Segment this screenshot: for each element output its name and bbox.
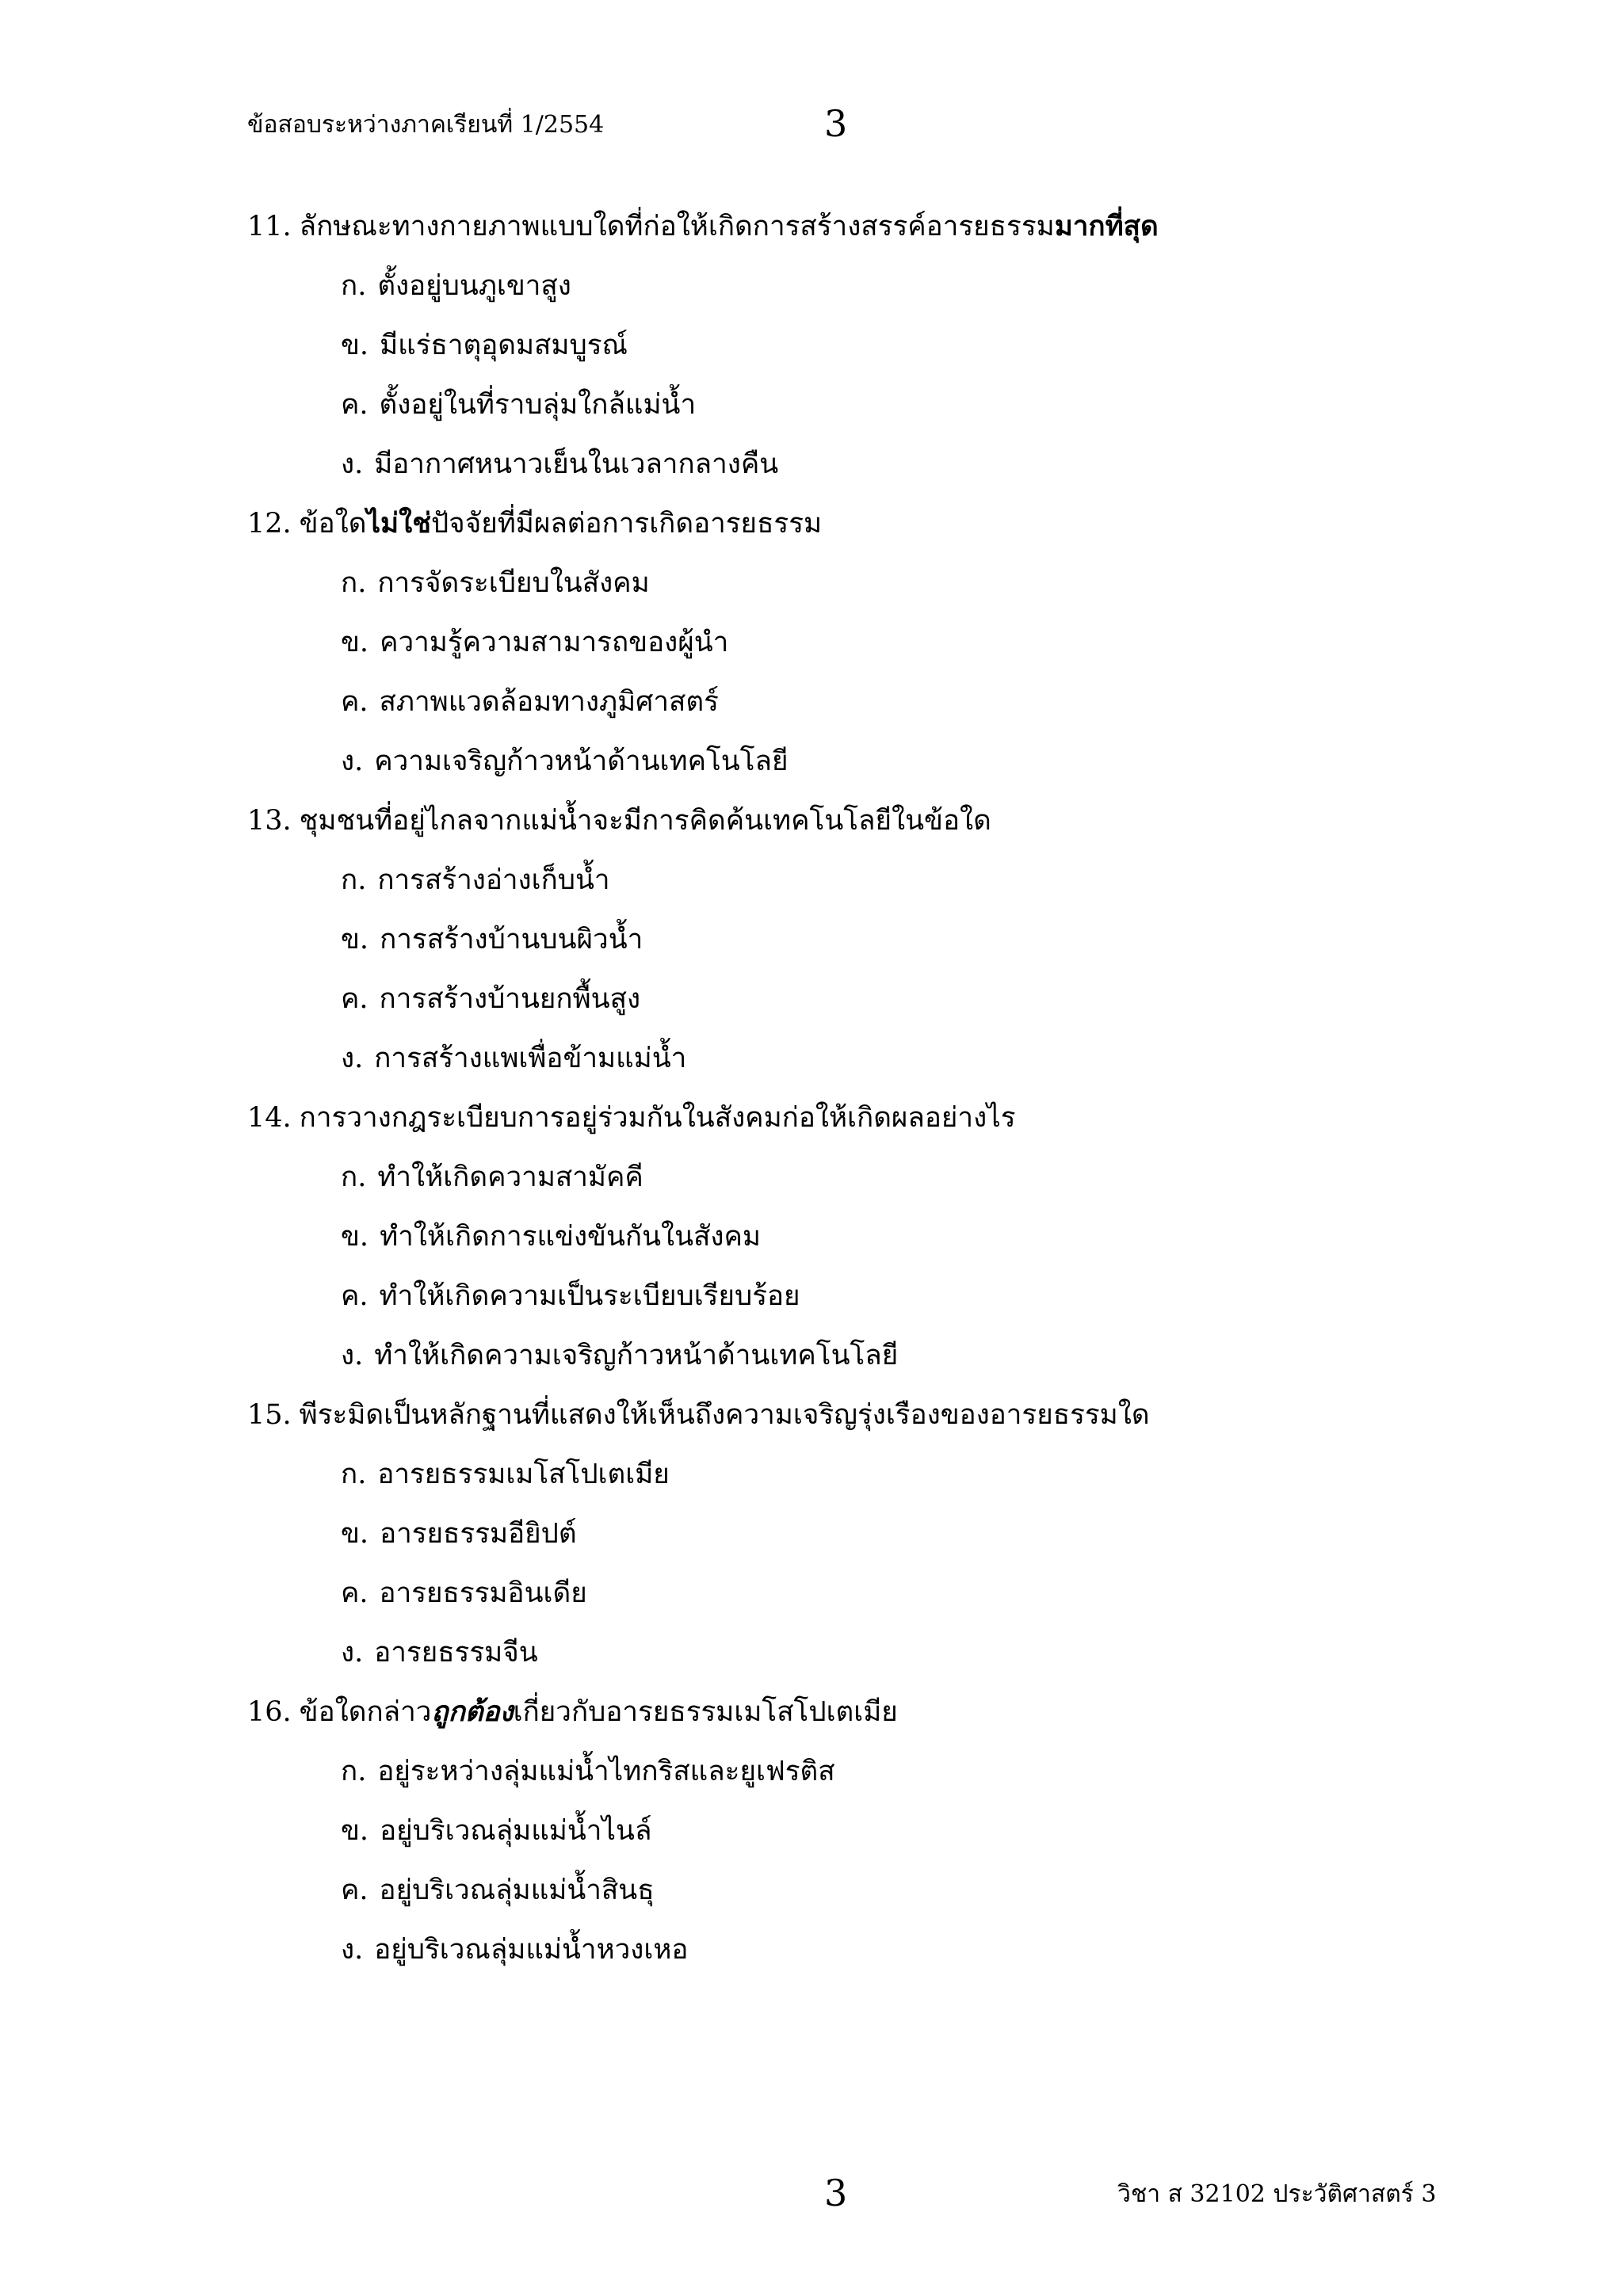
option-text: อารยธรรมจีน	[374, 1637, 538, 1669]
option-letter: ค.	[341, 983, 369, 1015]
option-letter: ข.	[341, 924, 369, 955]
exam-title: ข้อสอบระหว่างภาคเรียนที่ 1/2554	[247, 111, 605, 139]
question-text-after: ปัจจัยที่มีผลต่อการเกิดอารยธรรม	[430, 508, 823, 540]
option-14-a	[247, 1155, 1555, 1215]
question-text-after: เกี่ยวกับอารยธรรมเมโสโปเตเมีย	[513, 1696, 898, 1728]
option-text: อยู่บริเวณลุ่มแม่น้ำไนล์	[380, 1815, 652, 1847]
option-text: ทำให้เกิดความสามัคคี	[377, 1161, 643, 1193]
option-text: อยู่บริเวณลุ่มแม่น้ำสินธุ	[379, 1875, 655, 1906]
footer-page-number: 3	[824, 2172, 848, 2214]
option-letter: ก.	[341, 864, 367, 896]
option-16-b	[247, 1809, 1555, 1868]
question-emphasis: มากที่สุด	[1054, 210, 1159, 242]
option-15-c	[247, 1571, 1555, 1630]
option-16-a	[247, 1749, 1555, 1809]
header-page-number: 3	[824, 102, 848, 145]
option-letter: ข.	[341, 627, 369, 658]
option-text: ตั้งอยู่บนภูเขาสูง	[377, 270, 571, 302]
option-letter: ค.	[341, 389, 369, 421]
option-11-b	[247, 323, 1555, 383]
question-number: 11.	[247, 211, 292, 242]
option-letter: ค.	[341, 1280, 369, 1312]
question-text: พีระมิดเป็นหลักฐานที่แสดงให้เห็นถึงความเจริญรุ่งเรืองของอารยธรรมใด	[299, 1399, 1150, 1431]
option-letter: ค.	[341, 1577, 369, 1609]
option-text: การสร้างบ้านบนผิวน้ำ	[380, 924, 643, 955]
question-number: 14.	[247, 1102, 292, 1134]
question-number: 13.	[247, 805, 292, 837]
option-text: การสร้างแพเพื่อข้ามแม่น้ำ	[374, 1043, 687, 1074]
option-letter: ง.	[341, 448, 364, 480]
option-letter: ก.	[341, 270, 367, 302]
option-13-d	[247, 1036, 1555, 1096]
option-text: ทำให้เกิดความเจริญก้าวหน้าด้านเทคโนโลยี	[374, 1340, 899, 1371]
question-number: 16.	[247, 1696, 292, 1728]
question-text: ลักษณะทางกายภาพแบบใดที่ก่อให้เกิดการสร้างสรรค์อารยธรรม	[299, 211, 1055, 242]
question-14	[247, 1096, 1555, 1155]
question-16	[247, 1690, 1555, 1749]
question-text: ข้อใด	[299, 508, 367, 540]
option-letter: ง.	[341, 1934, 364, 1966]
footer-subject: วิชา ส 32102 ประวัติศาสตร์ 3	[1117, 2180, 1437, 2208]
option-15-d	[247, 1630, 1555, 1690]
option-text: อยู่ระหว่างลุ่มแม่น้ำไทกริสและยูเฟรติส	[377, 1756, 835, 1787]
option-16-d	[247, 1928, 1555, 1987]
option-15-b	[247, 1512, 1555, 1571]
option-letter: ค.	[341, 1875, 369, 1906]
question-number: 12.	[247, 508, 292, 540]
question-11	[247, 204, 1555, 264]
option-11-d	[247, 442, 1555, 502]
option-letter: ค.	[341, 686, 369, 718]
option-text: อยู่บริเวณลุ่มแม่น้ำหวงเหอ	[374, 1934, 689, 1966]
option-letter: ข.	[341, 330, 369, 361]
question-emphasis: ไม่ใช่	[366, 507, 431, 540]
option-12-d	[247, 739, 1555, 799]
option-15-a	[247, 1452, 1555, 1512]
option-text: ตั้งอยู่ในที่ราบลุ่มใกล้แม่น้ำ	[379, 389, 697, 421]
option-letter: ข.	[341, 1518, 369, 1550]
option-16-c	[247, 1868, 1555, 1928]
option-11-a	[247, 264, 1555, 323]
question-list	[247, 204, 1555, 1987]
question-text: ข้อใดกล่าว	[299, 1696, 432, 1728]
question-15	[247, 1393, 1555, 1452]
option-13-a	[247, 858, 1555, 917]
option-letter: ง.	[341, 746, 364, 777]
option-13-c	[247, 977, 1555, 1036]
option-text: การจัดระเบียบในสังคม	[377, 567, 650, 599]
question-13	[247, 799, 1555, 858]
question-text: การวางกฎระเบียบการอยู่ร่วมกันในสังคมก่อให้เกิดผลอย่างไร	[299, 1102, 1016, 1134]
option-text: ความรู้ความสามารถของผู้นำ	[380, 627, 729, 658]
option-12-c	[247, 680, 1555, 739]
option-13-b	[247, 917, 1555, 977]
option-text: สภาพแวดล้อมทางภูมิศาสตร์	[379, 686, 719, 718]
option-11-c	[247, 383, 1555, 442]
option-letter: ก.	[341, 1459, 367, 1490]
option-text: ทำให้เกิดการแข่งขันกันในสังคม	[380, 1221, 761, 1253]
option-text: มีแร่ธาตุอุดมสมบูรณ์	[380, 330, 628, 361]
option-14-d	[247, 1333, 1555, 1393]
option-text: มีอากาศหนาวเย็นในเวลากลางคืน	[374, 448, 779, 480]
option-letter: ก.	[341, 1161, 367, 1193]
option-letter: ง.	[341, 1637, 364, 1669]
option-letter: ง.	[341, 1340, 364, 1371]
option-text: ทำให้เกิดความเป็นระเบียบเรียบร้อย	[379, 1280, 800, 1312]
option-letter: ง.	[341, 1043, 364, 1074]
question-12	[247, 502, 1555, 561]
option-12-a	[247, 561, 1555, 620]
option-14-b	[247, 1215, 1555, 1274]
option-14-c	[247, 1274, 1555, 1333]
option-text: อารยธรรมเมโสโปเตเมีย	[377, 1459, 670, 1490]
option-letter: ก.	[341, 1756, 367, 1787]
option-text: ความเจริญก้าวหน้าด้านเทคโนโลยี	[374, 746, 789, 777]
option-text: อารยธรรมอินเดีย	[379, 1577, 587, 1609]
question-number: 15.	[247, 1399, 292, 1431]
option-letter: ก.	[341, 567, 367, 599]
option-letter: ข.	[341, 1221, 369, 1253]
option-text: การสร้างอ่างเก็บน้ำ	[377, 864, 610, 896]
option-12-b	[247, 620, 1555, 680]
question-emphasis: ถูกต้อง	[431, 1695, 514, 1728]
option-text: การสร้างบ้านยกพื้นสูง	[379, 983, 641, 1015]
question-text: ชุมชนที่อยู่ไกลจากแม่น้ำจะมีการคิดค้นเทคโนโลยีในข้อใด	[299, 805, 991, 837]
option-letter: ข.	[341, 1815, 369, 1847]
option-text: อารยธรรมอียิปต์	[380, 1518, 577, 1550]
